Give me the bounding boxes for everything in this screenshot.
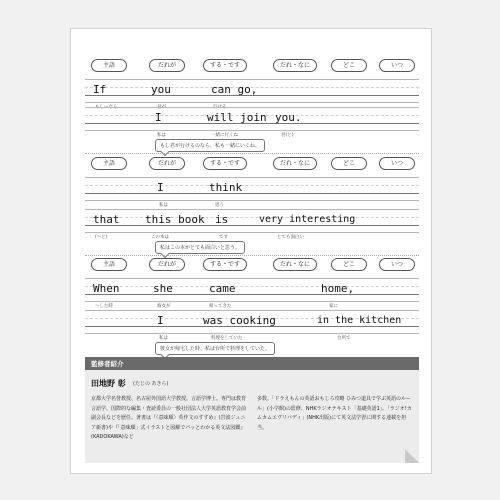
gloss: この本は	[151, 235, 169, 240]
gloss: 思う	[215, 203, 224, 208]
word: will join	[207, 111, 267, 124]
word: I	[157, 181, 164, 194]
word: came	[209, 282, 236, 295]
writing-lines	[85, 209, 419, 233]
column-headers	[85, 157, 419, 171]
word: can go,	[211, 83, 258, 96]
pill-when: いつ	[379, 258, 415, 271]
supervisor-box	[85, 357, 419, 463]
gloss: 料理をしていた	[211, 336, 243, 341]
gloss: ～した時	[95, 304, 113, 309]
pill-who: だれが	[149, 157, 185, 170]
gloss: 帰ってきた	[209, 304, 232, 309]
example-section-1	[85, 59, 419, 151]
bio-column-1: 京都大学名誉教授、名古屋外国語大学教授。言語学博士。専門は教育言語学、国際的な編集・査読委員の一般社団法人大学英語教育学会前副会長などを歴任。著書は『〈意味順〉英作文のすすめ』(岩波ジュニア新書)や『「意味順」式イラストと図解でパッとわかる英文法図鑑』(KADOKAWA)など	[91, 396, 247, 440]
gloss: 私は	[157, 133, 166, 138]
pill-do: する・です	[203, 258, 247, 271]
gloss: (～と)	[95, 235, 108, 240]
gloss: です	[219, 235, 228, 240]
pill-who: だれが	[149, 258, 185, 271]
word: When	[93, 282, 120, 295]
gloss: 私は	[159, 336, 168, 341]
pill-when: いつ	[379, 59, 415, 72]
word: was cooking	[203, 314, 276, 327]
pill-subject: 主語	[91, 59, 127, 72]
word: think	[209, 181, 243, 194]
word: in the kitchen	[317, 315, 402, 326]
pill-subject: 主語	[91, 258, 127, 271]
word: If	[93, 83, 107, 96]
pill-what: だれ・なに	[273, 59, 317, 72]
pill-where: どこ	[331, 59, 367, 72]
supervisor-title: 監修者紹介	[91, 360, 124, 368]
divider	[85, 255, 419, 256]
writing-lines	[85, 177, 419, 201]
example-section-3	[85, 258, 419, 354]
pill-do: する・です	[203, 59, 247, 72]
gloss: 台所で	[337, 336, 351, 341]
gloss: 私は	[159, 203, 168, 208]
word: she	[153, 282, 173, 295]
gloss: 行ける	[213, 105, 227, 110]
supervisor-name-reading: (たじの あきら)	[133, 381, 169, 387]
bio-column-2: 多数。「ドラえもんの英語おもしろ攻略 ひみつ道具で学ぶ英語のルール」(小学館)の監修、NHKラジオテキスト「基礎英語1」、「ラジオ!カムカムエヴリバディ」(NHK出版)にて英文法学習に関する連載を担当。	[257, 396, 412, 431]
divider	[85, 153, 419, 154]
word: I	[157, 314, 164, 327]
word: very interesting	[259, 214, 356, 225]
gloss: 一緒に行くね	[211, 133, 238, 138]
word: this book	[145, 213, 205, 226]
pill-when: いつ	[379, 157, 415, 170]
pill-where: どこ	[331, 258, 367, 271]
word: I	[155, 111, 162, 124]
word: that	[93, 213, 120, 226]
pill-do: する・です	[203, 157, 247, 170]
pill-where: どこ	[331, 157, 367, 170]
word: home,	[321, 282, 355, 295]
gloss: 彼女が	[157, 304, 171, 309]
supervisor-name: 田地野 彰	[91, 379, 126, 388]
translation-note: 彼女が帰宅した時、私は台所で料理をしていた。	[155, 342, 275, 355]
word: you	[151, 83, 171, 96]
word: is	[215, 213, 229, 226]
gloss: もし～なら	[95, 105, 118, 110]
pill-what: だれ・なに	[273, 258, 317, 271]
gloss: 君(と)	[281, 133, 294, 138]
supervisor-header	[85, 357, 419, 370]
column-headers	[85, 59, 419, 73]
gloss: 家に	[329, 304, 338, 309]
column-headers	[85, 258, 419, 272]
example-section-2	[85, 157, 419, 253]
gloss: 君が	[157, 105, 166, 110]
writing-lines	[85, 278, 419, 302]
translation-note: 私はこの本がとても面白いと思う。	[155, 241, 245, 254]
book-page	[70, 28, 432, 474]
gloss: とても面白い	[277, 235, 304, 240]
word: you.	[275, 111, 302, 124]
pill-what: だれ・なに	[273, 157, 317, 170]
pill-subject: 主語	[91, 157, 127, 170]
pill-who: だれが	[149, 59, 185, 72]
page-curl	[405, 449, 419, 463]
translation-note: もし君が行けるのなら、私も一緒にいくね。	[155, 139, 265, 152]
